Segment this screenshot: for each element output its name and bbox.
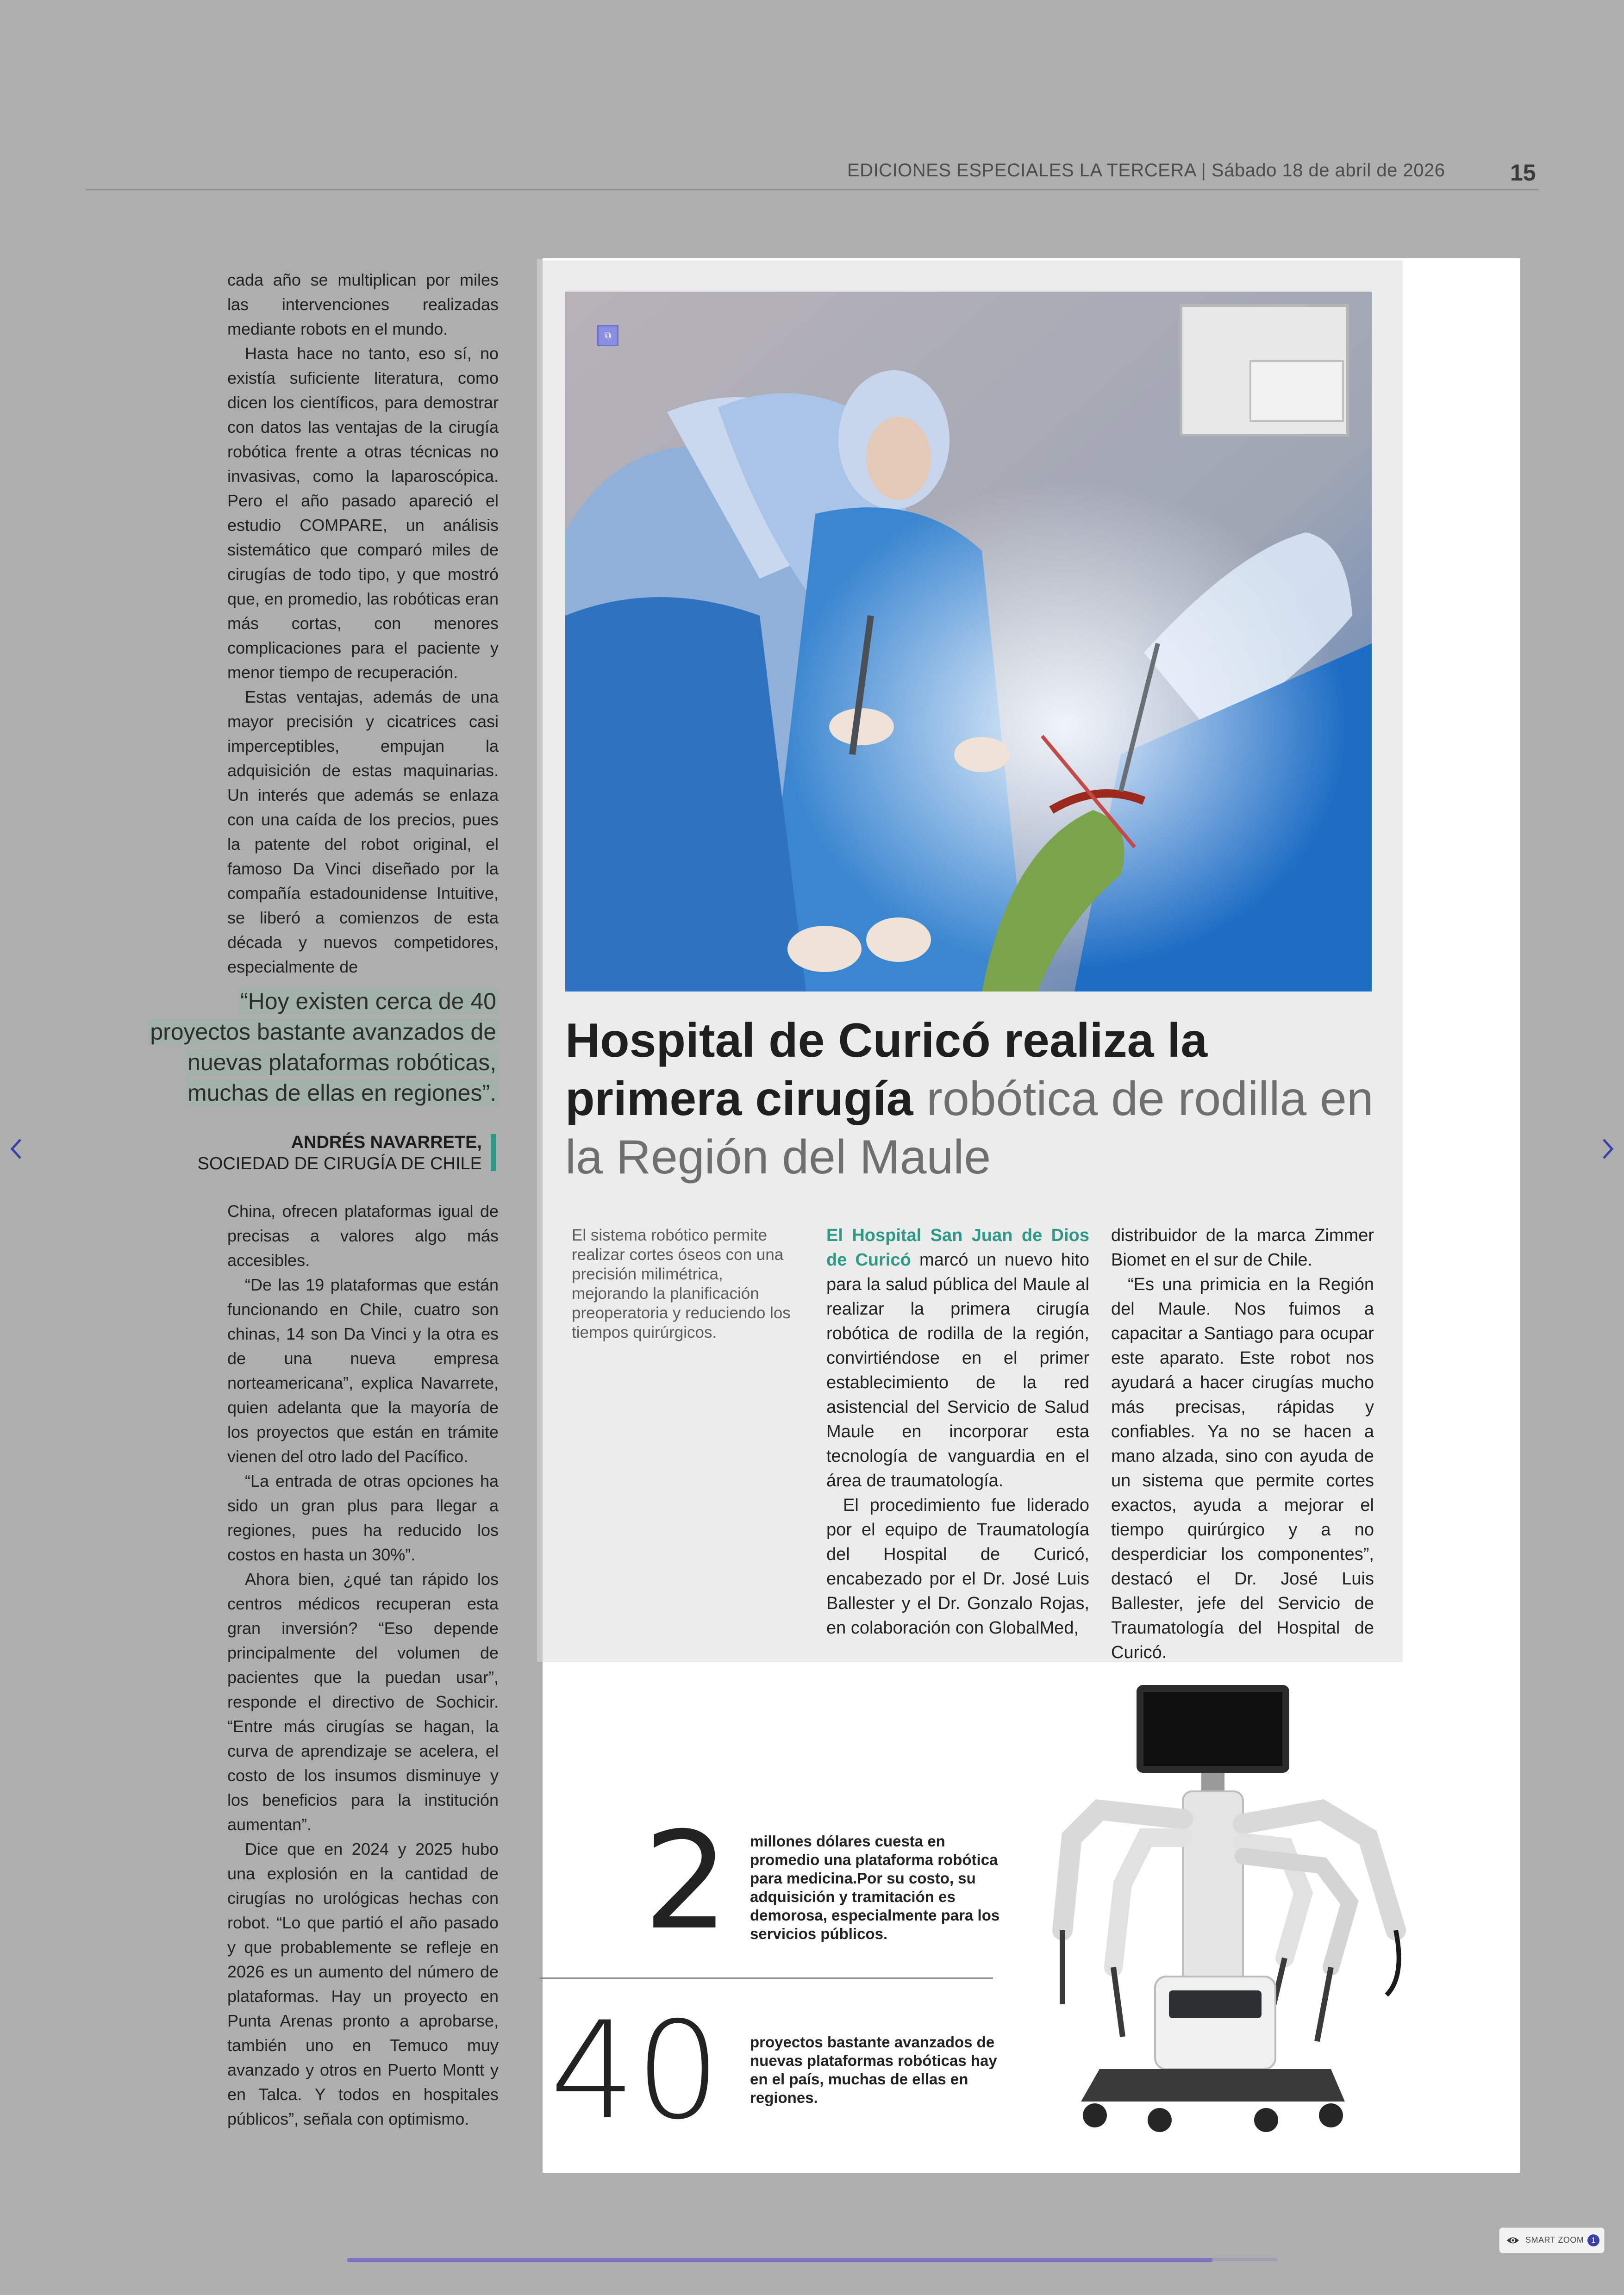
page-progress-fill [347, 2258, 1212, 2262]
attribution-accent-bar [491, 1134, 496, 1171]
eye-icon [1506, 2234, 1520, 2246]
stat-description: proyectos bastante avanzados de nuevas plataformas robóticas hay en el país, muchas de ellas en regiones. [750, 2033, 997, 2106]
page-number: 15 [1510, 160, 1536, 186]
left-column-bottom [227, 1199, 499, 2131]
left-paragraph: Estas ventajas, además de una mayor precisión y cicatrices casi imperceptibles, empujan la adquisición de estas maquinarias. Un interés que además se enlaza con una caída de los precios, pues la patente del robot original, el famoso Da Vinci diseñado por la compañía estadounidense Intuitive, se liberó a comienzos de esta década y nuevos competidores, especialmente de [227, 687, 499, 976]
article-column-1 [826, 1223, 1089, 1640]
left-paragraph: Ahora bien, ¿qué tan rápido los centros médicos recuperan esta gran inversión? “Eso depende principalmente del volumen de pacientes que la puedan usar”, responde el directivo de Sochicir. “Entre más cirugías se hagan, la curva de aprendizaje se acelera, el costo de los insumos disminuye y los beneficios para la institución aumentan”. [227, 1570, 499, 1834]
header-divider [86, 189, 1539, 190]
quote-attribution [137, 1132, 482, 1174]
attribution-org: SOCIEDAD DE CIRUGÍA DE CHILE [197, 1154, 482, 1173]
left-paragraph: “De las 19 plataformas que están funcionando en Chile, cuatro son chinas, 14 son Da Vinci y la otra es de una nueva empresa norteamericana”, explica Navarrete, quien adelanta que la mayoría de los proyectos que están en trámite vienen del otro lado del Pacífico. [227, 1275, 499, 1466]
left-column-top [227, 268, 499, 979]
left-paragraph: Hasta hace no tanto, eso sí, no existía suficiente literatura, como dicen los científicos, para demostrar con datos las ventajas de la cirugía robótica frente a otras técnicas no invasivas, como la laparoscópica. Pero el año pasado apareció el estudio COMPARE, un análisis sistemático que comparó miles de cirugías de todo tipo, y que mostró que, en promedio, las robóticas eran más cortas, con menores complicaciones para el paciente y menor tiempo de recuperación. [227, 344, 499, 682]
stat-number: 40 [550, 1993, 721, 2149]
attribution-name: ANDRÉS NAVARRETE, [291, 1133, 482, 1152]
headline-light: robótica de rodilla en la Región del Maule [565, 1072, 1374, 1184]
article-paragraph: El procedimiento fue liderado por el equipo de Traumatología del Hospital de Curicó, encabezado por el Dr. José Luis Ballester y el Dr. Gonzalo Rojas, en colaboración con GlobalMed, [826, 1496, 1089, 1638]
next-page-arrow-icon[interactable] [1598, 1135, 1617, 1163]
edition-header: EDICIONES ESPECIALES LA TERCERA | Sábado 18 de abril de 2026 [847, 160, 1445, 181]
left-paragraph: cada año se multiplican por miles las intervenciones realizadas mediante robots en el mundo. [227, 270, 499, 338]
pull-quote [137, 986, 498, 1108]
article-paragraph: “Es una primicia en la Región del Maule. Nos fuimos a capacitar a Santiago para ocupar este aparato. Este robot nos ayudará a hacer cirugías mucho más precisas, rápidas y confiables. Ya no se hacen a mano alzada, sino con ayuda de un sistema que permite cortes exactos, ayuda a mejorar el tiempo quirúrgico y a no desperdiciar los componentes”, destacó el Dr. José Luis Ballester, jefe del Servicio de Traumatología del Hospital de Curicó. [1111, 1275, 1374, 1662]
article-paragraph [826, 1223, 1089, 1493]
left-paragraph: Dice que en 2024 y 2025 hubo una explosión en la cantidad de cirugías no urológicas hechas con robot. “Lo que partió el año pasado y que probablemente se refleje en 2026 es un aumento del número de plataformas. Hay un proyecto en Punta Arenas pronto a aprobarse, también uno en Temuco muy avanzado y otros en Puerto Montt y en Talca. Y todos en hospitales públicos”, señala con optimismo. [227, 1840, 499, 2128]
stat-divider [539, 1977, 993, 1979]
headline-bold: Hospital de Curicó realiza la primera cirugía [565, 1014, 1208, 1126]
surgery-photo [565, 292, 1372, 992]
smart-zoom-button[interactable] [1499, 2227, 1605, 2253]
surgical-robot-image [1044, 1671, 1428, 2143]
left-paragraph: “La entrada de otras opciones ha sido un gran plus para llegar a regiones, pues ha reducido los costos en hasta un 30%”. [227, 1472, 499, 1564]
article-column-2 [1111, 1223, 1374, 1665]
panel-shadow [537, 259, 543, 1662]
smart-zoom-badge: 1 [1587, 2234, 1599, 2246]
stat-description: millones dólares cuesta en promedio una plataforma robótica para medicina.Por su costo, su adquisición y tramitación es demorosa, especialmente para los servicios públicos. [750, 1833, 1000, 1942]
pull-quote-text: “Hoy existen cerca de 40 proyectos bastante avanzados de nuevas plataformas robóticas, muchas de ellas en regiones”. [148, 988, 498, 1106]
photo-caption: El sistema robótico permite realizar cortes óseos con una precisión milimétrica, mejorando la planificación preoperatoria y reduciendo los tiempos quirúrgicos. [572, 1226, 791, 1341]
smart-zoom-label: SMART ZOOM [1525, 2235, 1584, 2245]
article-headline [565, 1011, 1380, 1186]
article-lead-rest: marcó un nuevo hito para la salud pública del Maule al realizar la primera cirugía robótica de rodilla de la región, convirtiéndose en el primer establecimiento de la red asistencial del Servicio de Salud Maule en incorporar esta tecnología de vanguardia en el área de traumatología. [826, 1250, 1089, 1491]
article-paragraph: distribuidor de la marca Zimmer Biomet en el sur de Chile. [1111, 1226, 1374, 1270]
stat-number: 2 [643, 1803, 729, 1959]
previous-page-arrow-icon[interactable] [7, 1135, 26, 1163]
article-lead: El Hospital San Juan de Dios de Curicó [826, 1226, 1089, 1270]
photo-gallery-icon[interactable]: ⧉ [597, 325, 618, 346]
left-paragraph: China, ofrecen plataformas igual de precisas a valores algo más accesibles. [227, 1202, 499, 1270]
